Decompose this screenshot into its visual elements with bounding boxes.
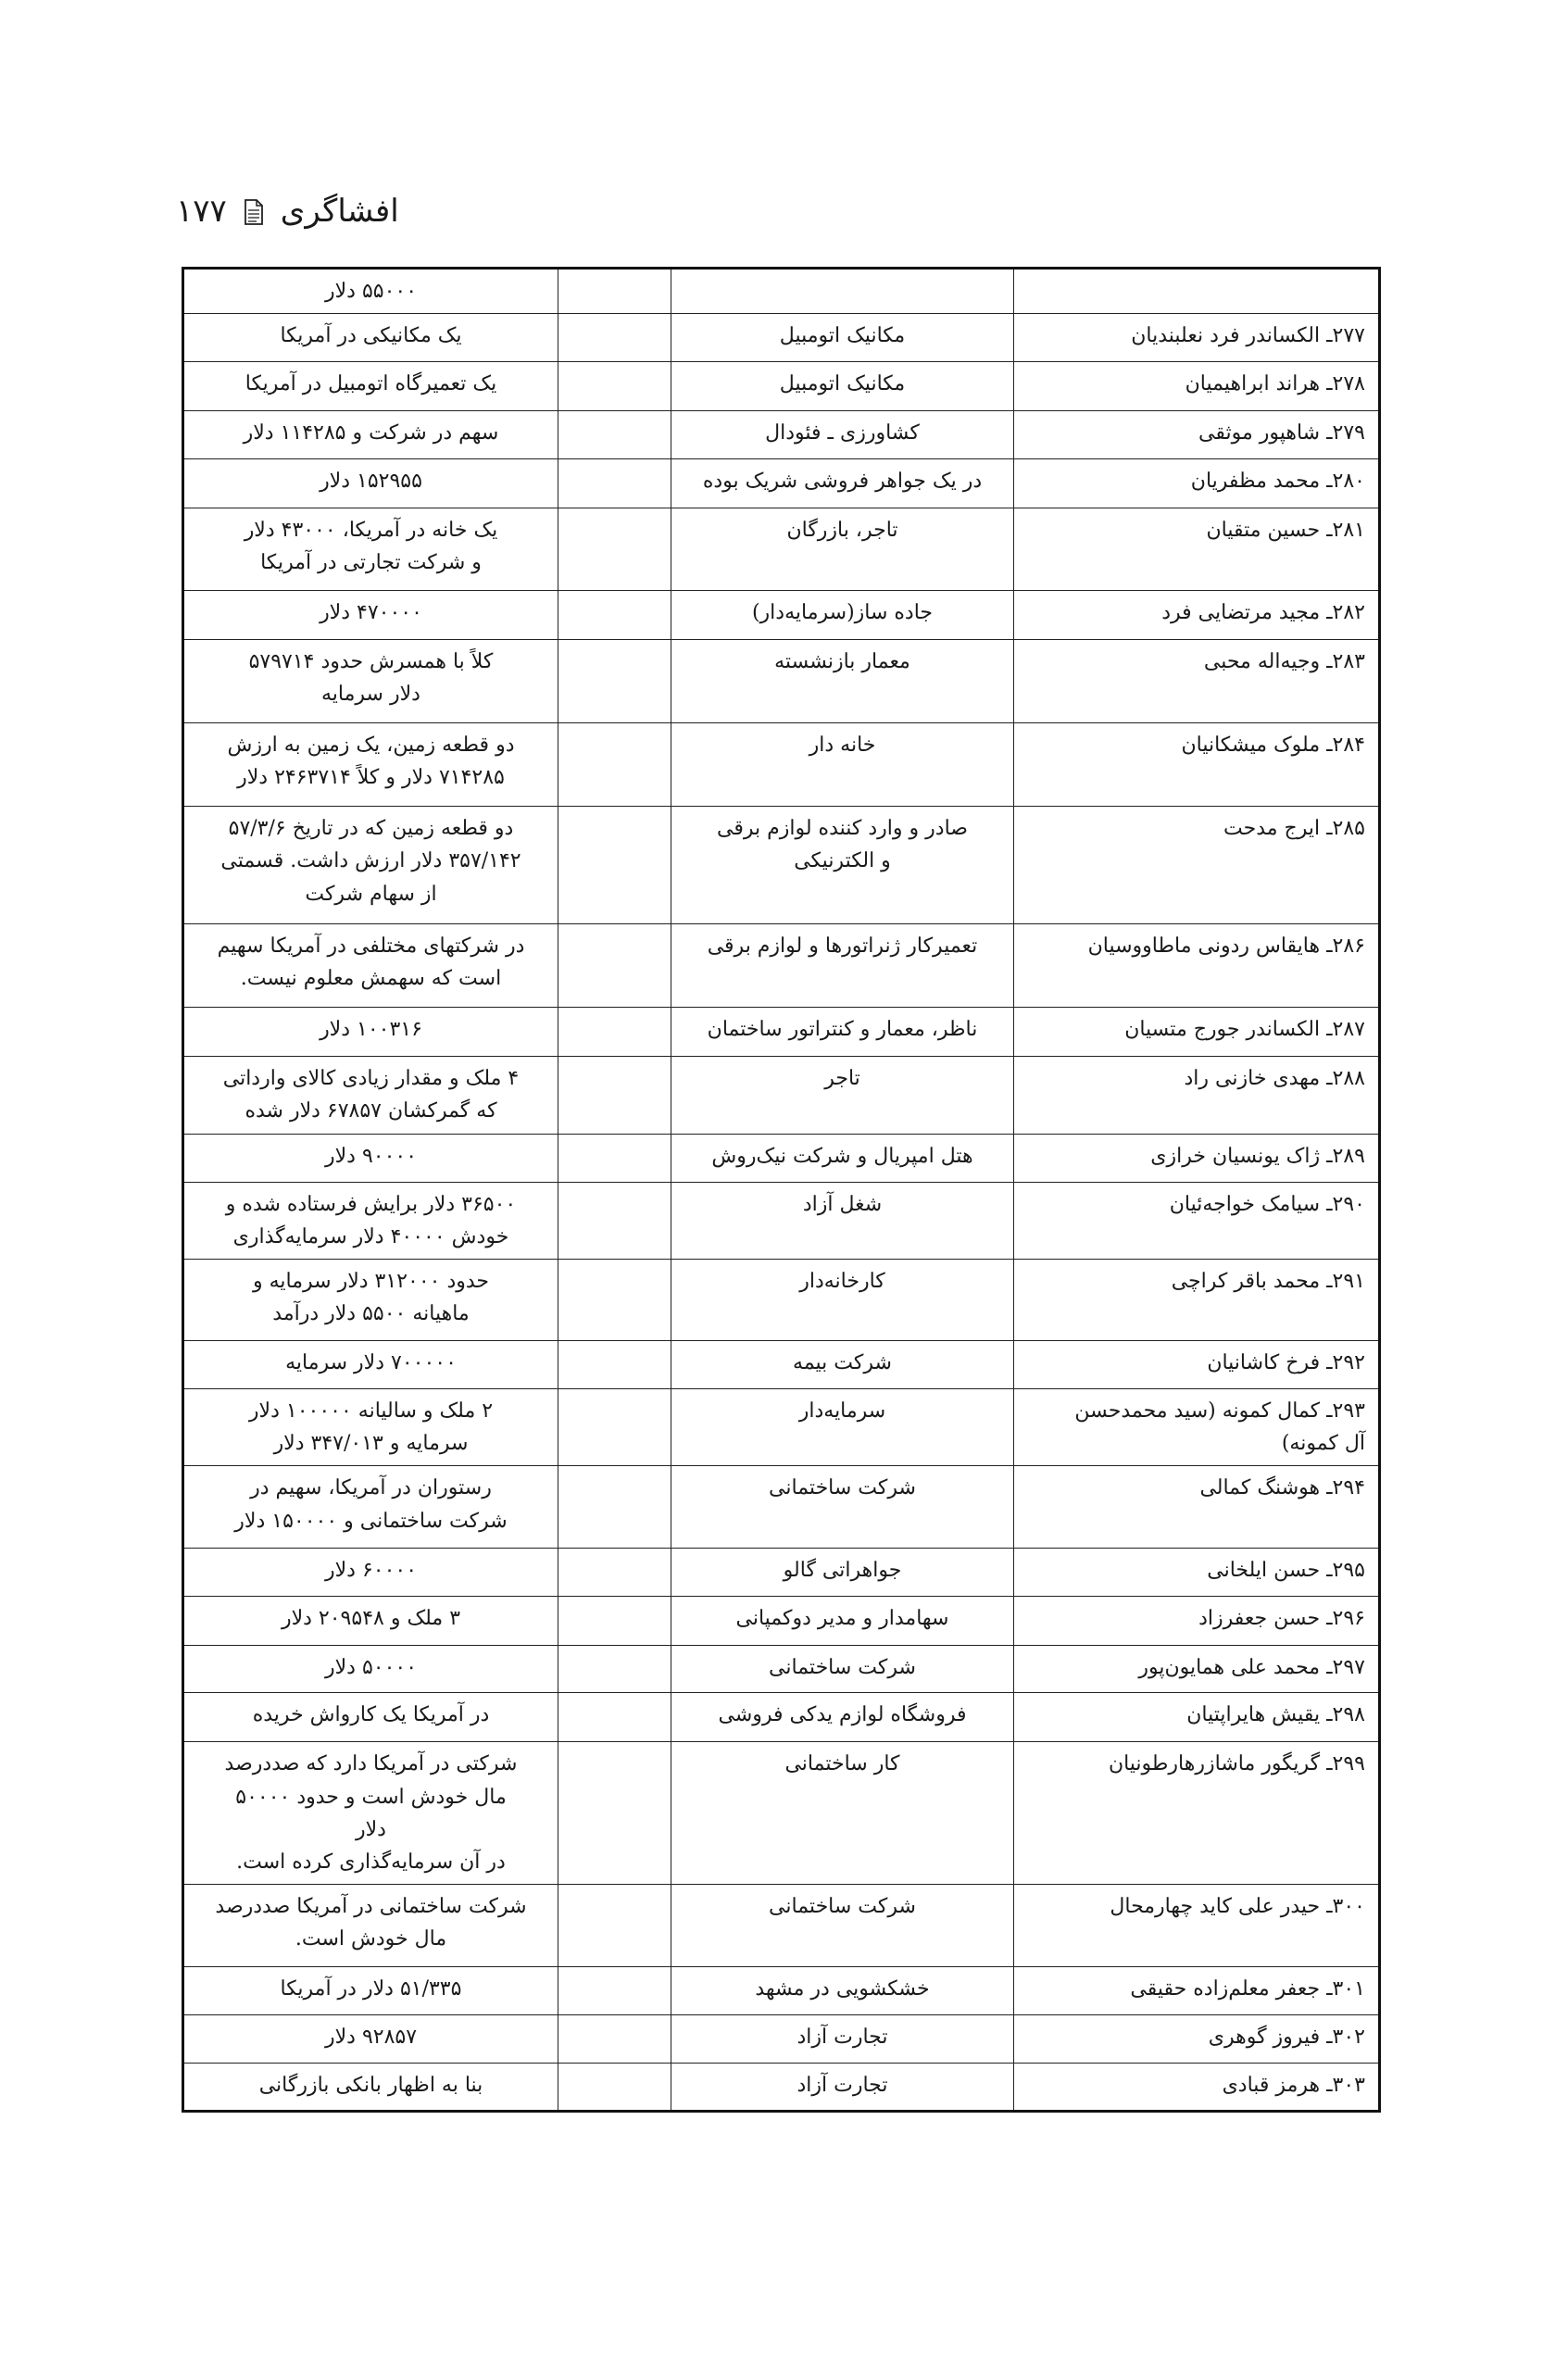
- table-row: [183, 591, 1380, 640]
- wealth-cell: یک مکانیکی در آمریکا: [183, 314, 558, 362]
- person-name-cell: ۲۹۰ـ سیامک خواجه‌ئیان: [1014, 1182, 1380, 1259]
- table-row: [183, 1693, 1380, 1742]
- wealth-cell: حدود ۳۱۲۰۰۰ دلار سرمایه و ماهیانه ۵۵۰۰ دلار درآمد: [183, 1259, 558, 1340]
- person-name-cell: ۲۹۴ـ هوشنگ کمالی: [1014, 1466, 1380, 1549]
- wealth-cell: ۹۰۰۰۰ دلار: [183, 1134, 558, 1182]
- wealth-cell: ۳ ملک و ۲۰۹۵۴۸ دلار: [183, 1597, 558, 1646]
- occupation-cell: [671, 269, 1014, 314]
- assets-table: [182, 267, 1381, 2113]
- wealth-cell: کلاً با همسرش حدود ۵۷۹۷۱۴ دلار سرمایه: [183, 640, 558, 723]
- empty-cell: [558, 314, 671, 362]
- table-row: [183, 1340, 1380, 1388]
- wealth-cell: ۵۰۰۰۰ دلار: [183, 1646, 558, 1693]
- person-name-cell: ۲۹۵ـ حسن ایلخانی: [1014, 1549, 1380, 1597]
- occupation-cell: خشکشویی در مشهد: [671, 1967, 1014, 2015]
- empty-cell: [558, 1597, 671, 1646]
- person-name-cell: ۲۸۴ـ ملوک میشکانیان: [1014, 723, 1380, 807]
- occupation-cell: معمار بازنشسته: [671, 640, 1014, 723]
- table-row: [183, 1134, 1380, 1182]
- occupation-cell: مکانیک اتومبیل: [671, 314, 1014, 362]
- table-row: [183, 411, 1380, 459]
- person-name-cell: ۳۰۲ـ فیروز گوهری: [1014, 2015, 1380, 2064]
- person-name-cell: ۲۸۶ـ هایقاس ردونی ماطاووسیان: [1014, 924, 1380, 1008]
- occupation-cell: مکانیک اتومبیل: [671, 362, 1014, 411]
- wealth-cell: ۱۵۲۹۵۵ دلار: [183, 459, 558, 508]
- table-row: [183, 269, 1380, 314]
- wealth-cell: در شرکتهای مختلفی در آمریکا سهیم است که سهمش معلوم نیست.: [183, 924, 558, 1008]
- wealth-cell: یک تعمیرگاه اتومبیل در آمریکا: [183, 362, 558, 411]
- table-row: [183, 1742, 1380, 1885]
- empty-cell: [558, 1693, 671, 1742]
- empty-cell: [558, 1549, 671, 1597]
- wealth-cell: ۹۲۸۵۷ دلار: [183, 2015, 558, 2064]
- person-name-cell: ۲۸۷ـ الکساندر جورج متسیان: [1014, 1008, 1380, 1057]
- occupation-cell: فروشگاه لوازم یدکی فروشی: [671, 1693, 1014, 1742]
- table-row: [183, 1182, 1380, 1259]
- wealth-cell: در آمریکا یک کارواش خریده: [183, 1693, 558, 1742]
- person-name-cell: ۲۷۹ـ شاهپور موثقی: [1014, 411, 1380, 459]
- wealth-cell: ۲ ملک و سالیانه ۱۰۰۰۰۰ دلار سرمایه و ۳۴۷/۰۱۳ دلار: [183, 1388, 558, 1465]
- person-name-cell: ۲۹۹ـ گریگور ماشازرهارطونیان: [1014, 1742, 1380, 1885]
- table-row: [183, 1597, 1380, 1646]
- empty-cell: [558, 1967, 671, 2015]
- table-row: [183, 2064, 1380, 2112]
- wealth-cell: ۴ ملک و مقدار زیادی کالای وارداتی که گمرکشان ۶۷۸۵۷ دلار شده: [183, 1057, 558, 1134]
- wealth-cell: یک خانه در آمریکا، ۴۳۰۰۰ دلار و شرکت تجارتی در آمریکا: [183, 508, 558, 591]
- empty-cell: [558, 723, 671, 807]
- empty-cell: [558, 1134, 671, 1182]
- empty-cell: [558, 591, 671, 640]
- empty-cell: [558, 459, 671, 508]
- occupation-cell: تعمیرکار ژنراتورها و لوازم برقی: [671, 924, 1014, 1008]
- empty-cell: [558, 1008, 671, 1057]
- header-title: افشاگری: [280, 193, 399, 230]
- person-name-cell: ۲۸۱ـ حسین متقیان: [1014, 508, 1380, 591]
- table-row: [183, 640, 1380, 723]
- page-header: [176, 183, 399, 239]
- assets-table-body: [183, 269, 1380, 2112]
- empty-cell: [558, 411, 671, 459]
- table-row: [183, 1259, 1380, 1340]
- occupation-cell: تجارت آزاد: [671, 2015, 1014, 2064]
- person-name-cell: ۲۸۵ـ ایرج مدحت: [1014, 807, 1380, 924]
- empty-cell: [558, 2064, 671, 2112]
- empty-cell: [558, 1057, 671, 1134]
- person-name-cell: [1014, 269, 1380, 314]
- table-row: [183, 1466, 1380, 1549]
- person-name-cell: ۲۸۳ـ وجیه‌اله محبی: [1014, 640, 1380, 723]
- empty-cell: [558, 1340, 671, 1388]
- occupation-cell: جواهراتی گالو: [671, 1549, 1014, 1597]
- table-row: [183, 508, 1380, 591]
- table-row: [183, 1388, 1380, 1465]
- empty-cell: [558, 269, 671, 314]
- occupation-cell: شرکت ساختمانی: [671, 1885, 1014, 1967]
- occupation-cell: تاجر: [671, 1057, 1014, 1134]
- occupation-cell: شرکت بیمه: [671, 1340, 1014, 1388]
- occupation-cell: ناظر، معمار و کنتراتور ساختمان: [671, 1008, 1014, 1057]
- person-name-cell: ۳۰۳ـ هرمز قبادی: [1014, 2064, 1380, 2112]
- occupation-cell: صادر و وارد کننده لوازم برقی و الکترنیکی: [671, 807, 1014, 924]
- table-row: [183, 1967, 1380, 2015]
- empty-cell: [558, 1742, 671, 1885]
- person-name-cell: ۲۹۳ـ کمال کمونه (سید محمدحسن آل کمونه): [1014, 1388, 1380, 1465]
- table-row: [183, 723, 1380, 807]
- wealth-cell: ۴۷۰۰۰۰ دلار: [183, 591, 558, 640]
- occupation-cell: شرکت ساختمانی: [671, 1646, 1014, 1693]
- wealth-cell: بنا به اظهار بانکی بازرگانی: [183, 2064, 558, 2112]
- table-row: [183, 362, 1380, 411]
- table-row: [183, 1646, 1380, 1693]
- wealth-cell: دو قطعه زمین که در تاریخ ۵۷/۳/۶ ۳۵۷/۱۴۲ دلار ارزش داشت. قسمتی از سهام شرکت: [183, 807, 558, 924]
- occupation-cell: هتل امپریال و شرکت نیک‌روش: [671, 1134, 1014, 1182]
- occupation-cell: شرکت ساختمانی: [671, 1466, 1014, 1549]
- person-name-cell: ۲۹۱ـ محمد باقر کراچی: [1014, 1259, 1380, 1340]
- empty-cell: [558, 362, 671, 411]
- table-row: [183, 1549, 1380, 1597]
- wealth-cell: ۱۰۰۳۱۶ دلار: [183, 1008, 558, 1057]
- person-name-cell: ۲۹۸ـ یقیش هایراپتیان: [1014, 1693, 1380, 1742]
- occupation-cell: کارخانه‌دار: [671, 1259, 1014, 1340]
- person-name-cell: ۳۰۱ـ جعفر معلم‌زاده حقیقی: [1014, 1967, 1380, 2015]
- page-number: ۱۷۷: [176, 193, 227, 230]
- person-name-cell: ۳۰۰ـ حیدر علی کاید چهارمحال: [1014, 1885, 1380, 1967]
- empty-cell: [558, 2015, 671, 2064]
- table-row: [183, 459, 1380, 508]
- table-row: [183, 807, 1380, 924]
- person-name-cell: ۲۸۹ـ ژاک یونسیان خرازی: [1014, 1134, 1380, 1182]
- person-name-cell: ۲۹۲ـ فرخ کاشانیان: [1014, 1340, 1380, 1388]
- wealth-cell: دو قطعه زمین، یک زمین به ارزش ۷۱۴۲۸۵ دلار و کلاً ۲۴۶۳۷۱۴ دلار: [183, 723, 558, 807]
- empty-cell: [558, 1259, 671, 1340]
- wealth-cell: ۷۰۰۰۰۰ دلار سرمایه: [183, 1340, 558, 1388]
- empty-cell: [558, 1885, 671, 1967]
- occupation-cell: کشاورزی ـ فئودال: [671, 411, 1014, 459]
- wealth-cell: رستوران در آمریکا، سهیم در شرکت ساختمانی و ۱۵۰۰۰۰ دلار: [183, 1466, 558, 1549]
- wealth-cell: ۶۰۰۰۰ دلار: [183, 1549, 558, 1597]
- table-row: [183, 2015, 1380, 2064]
- table-row: [183, 1057, 1380, 1134]
- occupation-cell: سهامدار و مدیر دوکمپانی: [671, 1597, 1014, 1646]
- empty-cell: [558, 1182, 671, 1259]
- document-icon: [244, 197, 264, 225]
- wealth-cell: شرکتی در آمریکا دارد که صددرصد مال خودش است و حدود ۵۰۰۰۰ دلار در آن سرمایه‌گذاری کرده است.: [183, 1742, 558, 1885]
- wealth-cell: ۳۶۵۰۰ دلار برایش فرستاده شده و خودش ۴۰۰۰۰ دلار سرمایه‌گذاری: [183, 1182, 558, 1259]
- person-name-cell: ۲۸۸ـ مهدی خازنی راد: [1014, 1057, 1380, 1134]
- empty-cell: [558, 807, 671, 924]
- table-row: [183, 314, 1380, 362]
- person-name-cell: ۲۷۸ـ هراند ابراهیمیان: [1014, 362, 1380, 411]
- wealth-cell: شرکت ساختمانی در آمریکا صددرصد مال خودش است.: [183, 1885, 558, 1967]
- empty-cell: [558, 924, 671, 1008]
- person-name-cell: ۲۸۰ـ محمد مظفریان: [1014, 459, 1380, 508]
- wealth-cell: ۵۵۰۰۰ دلار: [183, 269, 558, 314]
- table-row: [183, 1885, 1380, 1967]
- wealth-cell: سهم در شرکت و ۱۱۴۲۸۵ دلار: [183, 411, 558, 459]
- person-name-cell: ۲۹۶ـ حسن جعفرزاد: [1014, 1597, 1380, 1646]
- empty-cell: [558, 640, 671, 723]
- empty-cell: [558, 508, 671, 591]
- person-name-cell: ۲۸۲ـ مجید مرتضایی فرد: [1014, 591, 1380, 640]
- occupation-cell: سرمایه‌دار: [671, 1388, 1014, 1465]
- occupation-cell: تاجر، بازرگان: [671, 508, 1014, 591]
- person-name-cell: ۲۹۷ـ محمد علی همایون‌پور: [1014, 1646, 1380, 1693]
- occupation-cell: شغل آزاد: [671, 1182, 1014, 1259]
- occupation-cell: تجارت آزاد: [671, 2064, 1014, 2112]
- wealth-cell: ۵۱/۳۳۵ دلار در آمریکا: [183, 1967, 558, 2015]
- occupation-cell: خانه دار: [671, 723, 1014, 807]
- occupation-cell: جاده ساز(سرمایه‌دار): [671, 591, 1014, 640]
- table-row: [183, 1008, 1380, 1057]
- occupation-cell: در یک جواهر فروشی شریک بوده: [671, 459, 1014, 508]
- occupation-cell: کار ساختمانی: [671, 1742, 1014, 1885]
- empty-cell: [558, 1646, 671, 1693]
- empty-cell: [558, 1388, 671, 1465]
- table-row: [183, 924, 1380, 1008]
- empty-cell: [558, 1466, 671, 1549]
- person-name-cell: ۲۷۷ـ الکساندر فرد نعلبندیان: [1014, 314, 1380, 362]
